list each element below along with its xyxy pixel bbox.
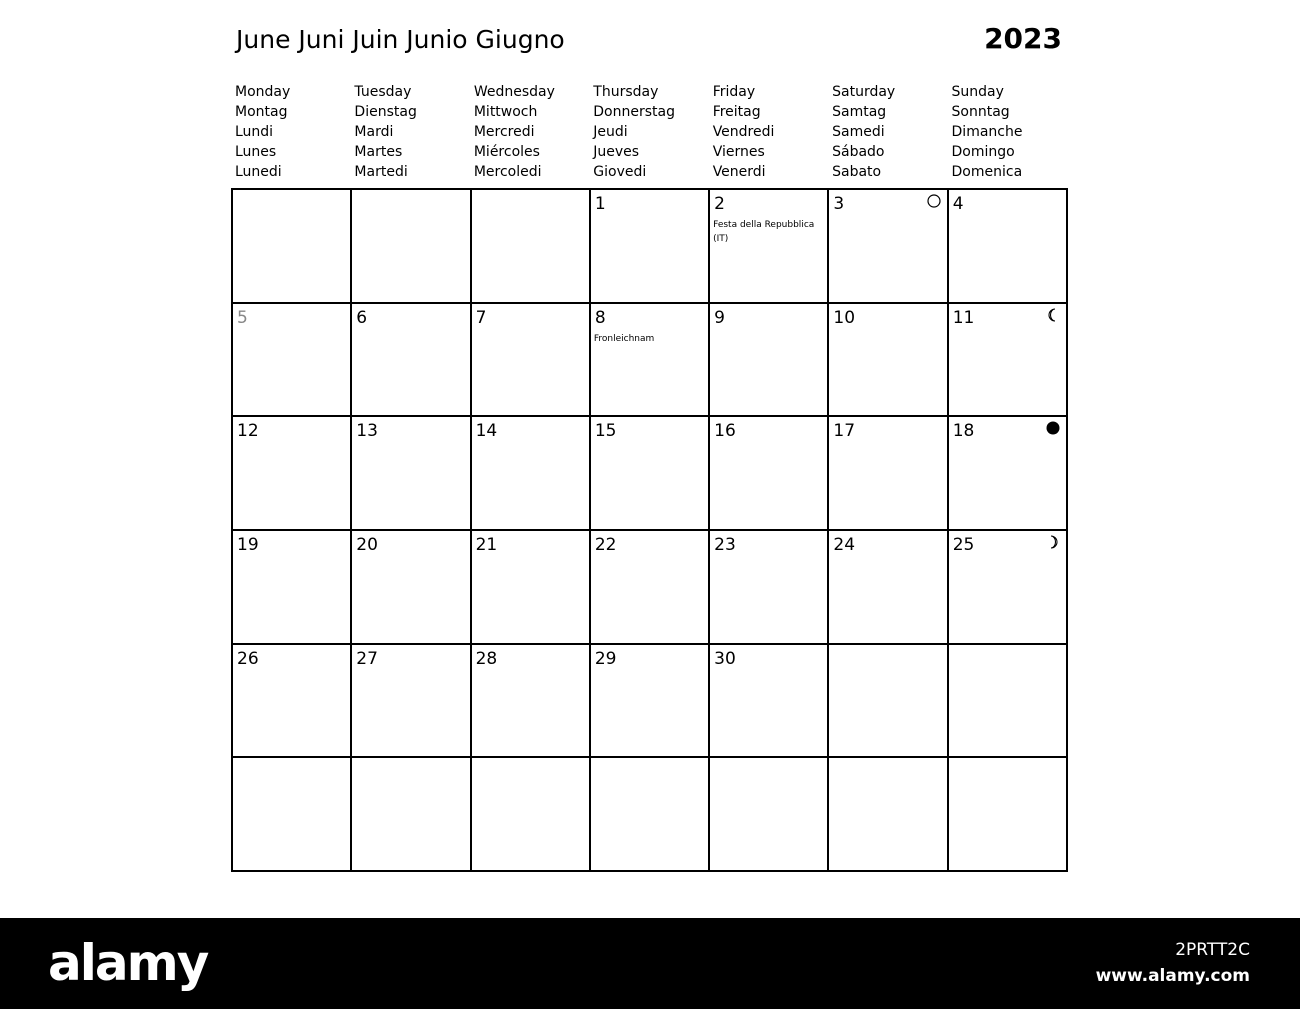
day-number: 5 <box>237 307 248 328</box>
weekday-label: Mardi <box>354 124 394 140</box>
calendar-day-cell <box>472 758 591 872</box>
weekday-label: Viernes <box>712 144 765 160</box>
calendar-day-cell <box>829 304 948 418</box>
weekday-label: Monday <box>235 84 291 100</box>
day-number: 9 <box>714 307 725 328</box>
weekday-column <box>232 82 351 182</box>
day-number: 1 <box>594 194 606 214</box>
calendar-day-cell <box>829 531 948 645</box>
weekday-label: Samtag <box>832 104 887 120</box>
day-number: 16 <box>714 421 736 442</box>
calendar-day-cell <box>710 417 829 531</box>
weekday-label: Domingo <box>951 144 1015 160</box>
watermark-bar <box>0 918 1300 1009</box>
weekday-label: Thursday <box>593 84 659 100</box>
calendar-day-cell <box>591 417 710 531</box>
calendar-day-cell <box>352 417 471 531</box>
day-number: 12 <box>237 421 259 442</box>
calendar-day-cell <box>829 758 948 872</box>
day-number: 26 <box>237 648 259 669</box>
weekday-column <box>590 82 709 182</box>
weekday-label: Venerdi <box>712 164 766 180</box>
calendar-day-cell <box>233 645 352 759</box>
weekday-label: Dimanche <box>951 124 1023 140</box>
calendar-day-cell <box>591 304 710 418</box>
weekday-column <box>949 82 1068 182</box>
calendar-day-cell <box>472 304 591 418</box>
weekday-label: Friday <box>712 84 756 100</box>
calendar-grid <box>231 188 1068 872</box>
day-number: 4 <box>952 194 964 214</box>
day-number: 8 <box>594 307 606 328</box>
calendar-day-cell <box>591 531 710 645</box>
weekday-label: Vendredi <box>712 124 775 140</box>
calendar-day-cell <box>710 190 829 304</box>
day-number: 21 <box>475 534 498 555</box>
day-number: 25 <box>952 534 975 555</box>
day-number: 10 <box>833 307 856 328</box>
weekday-label: Lunes <box>235 144 277 160</box>
calendar-day-cell <box>352 190 471 304</box>
weekday-label: Domenica <box>951 164 1023 180</box>
calendar-day-cell <box>710 645 829 759</box>
day-number: 22 <box>594 534 617 555</box>
weekday-label: Giovedi <box>593 164 647 180</box>
weekday-label: Saturday <box>832 84 896 100</box>
calendar-day-cell <box>710 531 829 645</box>
weekday-label: Freitag <box>712 104 761 120</box>
day-number: 11 <box>952 307 975 328</box>
weekday-label: Sonntag <box>951 104 1010 120</box>
weekday-label: Sabato <box>832 164 882 180</box>
calendar-day-cell <box>949 304 1068 418</box>
calendar-day-cell <box>591 645 710 759</box>
first-quarter-moon-icon <box>1046 535 1060 549</box>
calendar-day-cell <box>233 417 352 531</box>
weekday-column <box>471 82 590 182</box>
weekday-label: Wednesday <box>473 84 555 100</box>
calendar-day-cell <box>949 417 1068 531</box>
year-label: 2023 <box>984 22 1062 55</box>
day-number: 20 <box>356 534 378 555</box>
weekday-label: Mercoledi <box>473 164 542 180</box>
day-number: 3 <box>833 194 845 214</box>
alamy-logo: alamy <box>48 934 208 992</box>
weekday-label: Martedi <box>354 164 408 180</box>
day-number: 7 <box>475 307 487 328</box>
calendar-day-cell <box>233 190 352 304</box>
weekday-label: Samedi <box>832 124 885 140</box>
weekday-label: Lundi <box>235 124 274 140</box>
weekday-label: Sábado <box>832 144 885 160</box>
calendar-day-cell <box>829 190 948 304</box>
calendar-day-cell <box>829 417 948 531</box>
calendar-day-cell <box>472 645 591 759</box>
calendar-day-cell <box>949 531 1068 645</box>
day-number: 29 <box>594 648 617 669</box>
calendar-day-cell <box>233 758 352 872</box>
weekday-label: Lunedi <box>235 164 282 180</box>
weekday-column <box>710 82 829 182</box>
weekday-header <box>232 82 1068 182</box>
weekday-label: Jeudi <box>593 124 628 140</box>
calendar-day-cell <box>472 531 591 645</box>
calendar-day-cell <box>949 190 1068 304</box>
calendar-day-cell <box>710 304 829 418</box>
weekday-label: Mittwoch <box>473 104 538 120</box>
new-moon-icon <box>1046 421 1060 435</box>
weekday-label: Dienstag <box>354 104 417 120</box>
weekday-label: Tuesday <box>354 84 412 100</box>
day-number: 30 <box>714 648 736 669</box>
day-number: 14 <box>475 421 498 442</box>
calendar-day-cell <box>352 645 471 759</box>
image-id: 2PRTT2C <box>1175 940 1250 960</box>
last-quarter-moon-icon <box>1046 308 1060 322</box>
calendar-day-cell <box>352 758 471 872</box>
weekday-label: Jueves <box>593 144 640 160</box>
calendar-day-cell <box>591 758 710 872</box>
calendar-day-cell <box>233 531 352 645</box>
calendar-day-cell <box>591 190 710 304</box>
weekday-label: Miércoles <box>473 144 540 160</box>
day-number: 15 <box>594 421 617 442</box>
weekday-label: Sunday <box>951 84 1004 100</box>
day-number: 28 <box>475 648 498 669</box>
weekday-column <box>351 82 470 182</box>
calendar-day-cell <box>949 758 1068 872</box>
full-moon-icon <box>927 194 941 208</box>
day-number: 13 <box>356 421 378 442</box>
calendar-day-cell <box>472 417 591 531</box>
day-number: 27 <box>356 648 378 669</box>
holiday-note: Fronleichnam <box>593 333 655 344</box>
weekday-label: Martes <box>354 144 403 160</box>
holiday-note: Festa della Repubblica (IT) <box>713 220 815 244</box>
weekday-label: Montag <box>235 104 288 120</box>
calendar-day-cell <box>710 758 829 872</box>
calendar-day-cell <box>352 531 471 645</box>
day-number: 18 <box>952 421 975 442</box>
calendar-day-cell <box>829 645 948 759</box>
month-title: June Juni Juin Junio Giugno <box>236 25 565 54</box>
calendar-day-cell <box>949 645 1068 759</box>
day-number: 2 <box>714 194 725 214</box>
calendar-day-cell <box>352 304 471 418</box>
website-url: www.alamy.com <box>1095 966 1250 986</box>
calendar-day-cell <box>233 304 352 418</box>
calendar-day-cell <box>472 190 591 304</box>
weekday-label: Donnerstag <box>593 104 675 120</box>
day-number: 17 <box>833 421 856 442</box>
weekday-label: Mercredi <box>473 124 535 140</box>
weekday-column <box>829 82 948 182</box>
day-number: 6 <box>356 307 368 328</box>
day-number: 24 <box>833 534 856 555</box>
day-number: 23 <box>714 534 736 555</box>
day-number: 19 <box>237 534 259 555</box>
